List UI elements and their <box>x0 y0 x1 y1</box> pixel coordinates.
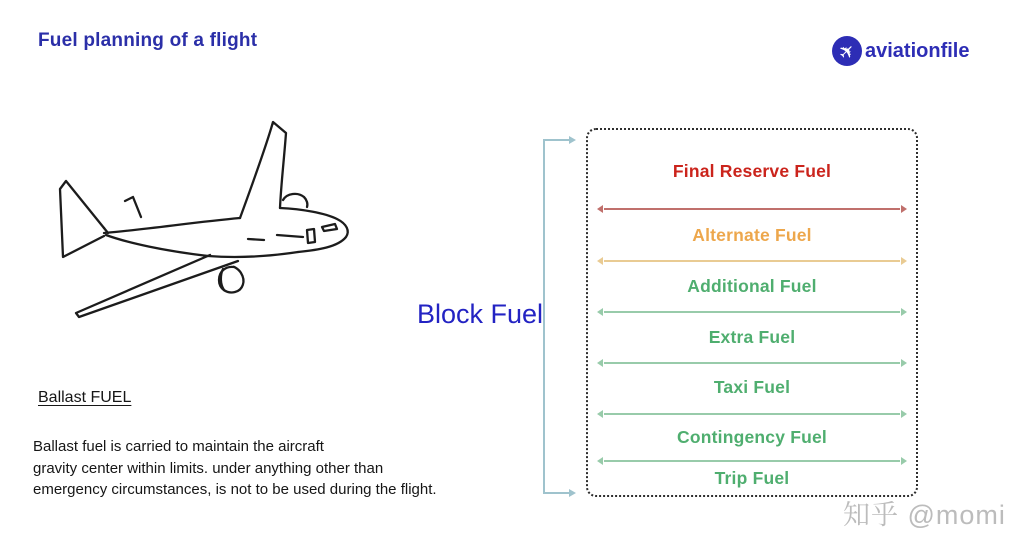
page-title: Fuel planning of a flight <box>38 30 258 51</box>
fuel-label-contingency: Contingency Fuel <box>676 427 827 447</box>
fuel-label-taxi: Taxi Fuel <box>713 377 791 397</box>
fuel-span-arrow-contingency <box>599 460 905 462</box>
fuel-label-extra: Extra Fuel <box>708 327 796 347</box>
zhihu-watermark: 知乎 @momi <box>843 500 1006 530</box>
bracket-bottom-arrowhead-icon <box>569 489 580 497</box>
fuel-breakdown-box <box>586 128 918 497</box>
fuel-span-arrow-extra <box>599 362 905 364</box>
ballast-fuel-description <box>33 436 503 501</box>
block-fuel-label: Block Fuel <box>417 299 544 329</box>
ballast-line-3: emergency circumstances, is not to be used during the flight. <box>33 481 437 498</box>
ballast-line-2: gravity center within limits. under anything other than <box>33 459 384 477</box>
aviationfile-logo <box>832 36 969 66</box>
fuel-label-final-reserve: Final Reserve Fuel <box>672 161 832 181</box>
fuel-span-arrow-alternate <box>599 260 905 262</box>
logo-text: aviationfile <box>865 39 970 62</box>
fuel-span-arrow-final-reserve <box>599 208 905 210</box>
airplane-icon: ✈ <box>834 38 861 65</box>
bracket-bottom-line <box>544 492 570 494</box>
bracket-top-arrowhead-icon <box>569 136 580 144</box>
airplane-circle-icon <box>832 36 862 66</box>
fuel-span-arrow-taxi <box>599 413 905 415</box>
bracket-vertical-line <box>543 139 545 494</box>
fuel-label-additional: Additional Fuel <box>687 276 817 296</box>
ballast-fuel-heading: Ballast FUEL <box>38 389 132 406</box>
airplane-sketch <box>30 100 390 350</box>
ballast-line-1: Ballast fuel is carried to maintain the aircraft <box>33 438 324 455</box>
fuel-span-arrow-additional <box>599 311 905 313</box>
fuel-label-alternate: Alternate Fuel <box>692 225 812 245</box>
fuel-label-trip: Trip Fuel <box>714 468 790 488</box>
bracket-top-line <box>544 139 570 141</box>
